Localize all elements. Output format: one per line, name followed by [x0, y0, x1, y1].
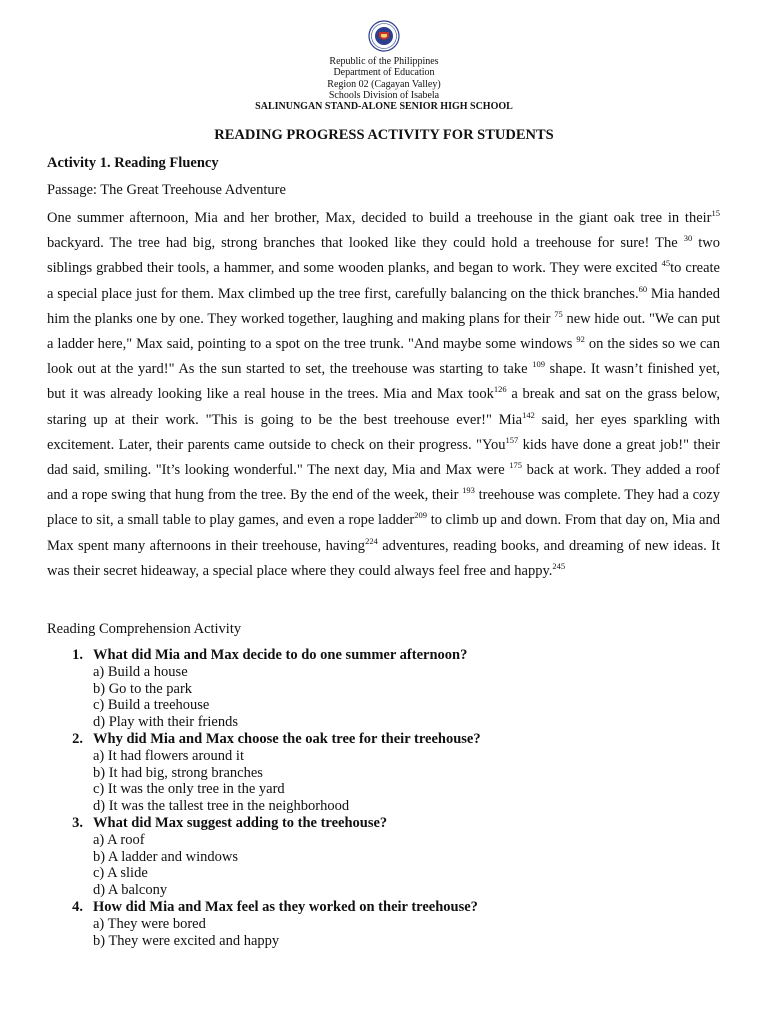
- answer-option: b) They were excited and happy: [93, 932, 280, 949]
- word-count-marker: 109: [532, 359, 545, 370]
- passage-text: Mia handed him the planks one by one. They worked together, laughing and making plans for their: [47, 285, 720, 327]
- word-count-marker: 193: [462, 485, 475, 496]
- word-count-marker: 30: [683, 233, 693, 244]
- question-number: 3.: [72, 814, 83, 831]
- answer-option: a) They were bored: [93, 915, 206, 932]
- passage-text: treehouse was complete. They had a cozy place to sit, a small table to play games, and even a rope ladder: [47, 487, 720, 529]
- answer-option: c) A slide: [93, 865, 148, 882]
- word-count-marker: 60: [638, 283, 648, 294]
- word-count-marker: 157: [505, 435, 519, 445]
- activity-title: Activity 1. Reading Fluency: [47, 155, 219, 171]
- passage-text: two siblings grabbed their tools, a hammer, and some wooden planks, and began to work. They were excited: [47, 235, 721, 277]
- passage-text: to create a special place just for them. Max climbed up the tree first, carefully balancing on the thick branches.: [47, 260, 720, 302]
- word-count-marker: 245: [552, 561, 566, 572]
- answer-option: c) It was the only tree in the yard: [93, 781, 285, 798]
- question-text: Why did Mia and Max choose the oak tree for their treehouse?: [93, 730, 481, 747]
- header-line-region: Region 02 (Cagayan Valley): [327, 78, 441, 90]
- word-count-marker: 45: [661, 258, 671, 269]
- question-item: [47, 647, 720, 731]
- question-list: [47, 647, 720, 949]
- answer-option: a) It had flowers around it: [93, 747, 244, 764]
- answer-option: d) A balcony: [93, 882, 168, 899]
- question-text: How did Mia and Max feel as they worked on their treehouse?: [93, 898, 478, 915]
- passage-text: on the sides so we can look out at the yard!" As the sun started to set, the treehouse was starting to take: [47, 336, 720, 378]
- answer-option: a) Build a house: [93, 663, 188, 680]
- question-number: 4.: [72, 898, 83, 915]
- passage-text: shape. It wasn’t finished yet, but it was already looking like a real house in the trees. Mia and Max took: [47, 361, 721, 403]
- header-line-division: Schools Division of Isabela: [328, 89, 440, 101]
- reading-passage: [47, 206, 720, 584]
- passage-text: kids have done a great job!" their dad said, smiling. "It’s looking wonderful." The next day, Mia and Max were: [47, 436, 720, 479]
- header-school-name: SALINUNGAN STAND-ALONE SENIOR HIGH SCHOOL: [255, 101, 513, 113]
- word-count-marker: 209: [414, 510, 427, 521]
- question-item: [47, 731, 720, 815]
- passage-text: adventures, reading books, and dreaming of new ideas. It was their secret hideaway, a special place where they could always feel free and happy.: [47, 537, 720, 579]
- answer-option: d) Play with their friends: [93, 714, 238, 731]
- answer-option: c) Build a treehouse: [93, 697, 210, 714]
- passage-title: Passage: The Great Treehouse Adventure: [47, 182, 286, 198]
- word-count-marker: 15: [711, 208, 720, 219]
- word-count-marker: 126: [493, 384, 507, 395]
- passage-text: back at work. They added a roof and a rope swing that hung from the tree. By the end of the week, their: [47, 462, 720, 504]
- passage-text: backyard. The tree had big, strong branches that looked like they could hold a treehouse for sure! The: [47, 235, 684, 252]
- answer-option: b) It had big, strong branches: [93, 764, 263, 781]
- question-number: 2.: [72, 730, 83, 747]
- question-item: [47, 899, 720, 949]
- word-count-marker: 175: [509, 460, 522, 471]
- passage-text: new hide out. "We can put a ladder here," Max said, pointing to a spot on the tree trunk. "And maybe some windows: [47, 310, 721, 353]
- answer-option: a) A roof: [93, 831, 145, 848]
- answer-option: d) It was the tallest tree in the neighborhood: [93, 798, 350, 815]
- deped-seal-icon: [368, 20, 400, 52]
- word-count-marker: 75: [554, 308, 563, 319]
- passage-text: One summer afternoon, Mia and her brother, Max, decided to build a treehouse in the giant oak tree in their: [47, 210, 712, 226]
- answer-option: b) Go to the park: [93, 680, 193, 697]
- passage-text: said, her eyes sparkling with excitement. Later, their parents came outside to check on their progress. "You: [47, 411, 720, 453]
- word-count-marker: 142: [522, 409, 535, 420]
- comprehension-title: Reading Comprehension Activity: [47, 621, 242, 637]
- header-line-department: Department of Education: [333, 67, 435, 79]
- question-text: What did Max suggest adding to the treehouse?: [93, 814, 388, 831]
- answer-option: b) A ladder and windows: [93, 848, 238, 865]
- word-count-marker: 224: [365, 535, 378, 546]
- question-text: What did Mia and Max decide to do one summer afternoon?: [93, 647, 468, 663]
- word-count-marker: 92: [576, 334, 585, 345]
- passage-text: a break and sat on the grass below, staring up at their work. "This is going to be the best treehouse ever!" Mia: [47, 386, 721, 428]
- question-item: [47, 815, 720, 899]
- page-title: READING PROGRESS ACTIVITY FOR STUDENTS: [214, 127, 554, 143]
- passage-text: to climb up and down. From that day on, Mia and Max spent many afternoons in their treehouse, having: [47, 512, 720, 554]
- question-number: 1.: [72, 647, 83, 663]
- letterhead: [0, 56, 768, 112]
- header-line-republic: Republic of the Philippines: [329, 56, 439, 67]
